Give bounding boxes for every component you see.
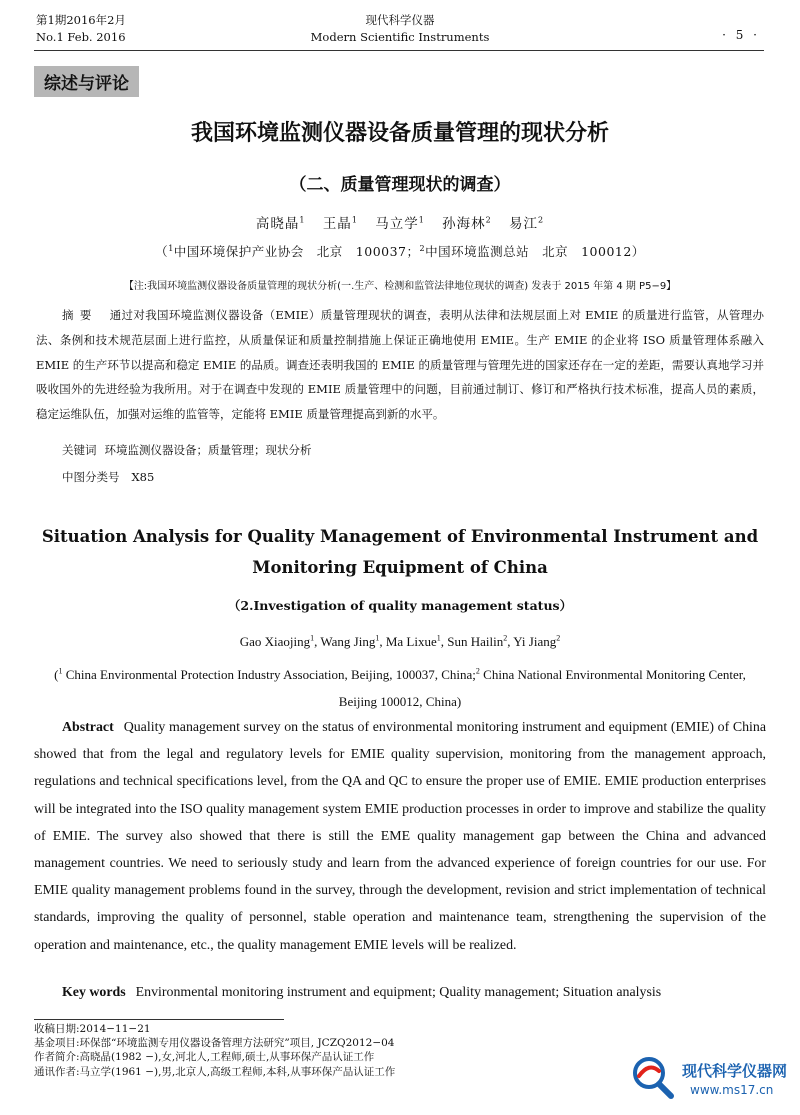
- authors-en: Gao Xiaojing$^1$, Wang Jing$^1$, Ma Lixue$^1$, Sun Hailin$^2$, Yi Jiang$^2$: [239, 633, 561, 649]
- magnifier-logo-icon: [630, 1054, 676, 1100]
- abstract-en-text: Quality management survey on the status of environmental monitoring instrument and equipment (EMIE) of China showed that from the legal and regulatory levels for EMIE quality supervision, monitoring from the management approach, regulations and technical specifications level, from the QA and QC to ensure the proper use of EMIE. EMIE production enterprises will be integrated into the ISO quality management system EMIE production processes in order to improve and stabilize the quality of EMIE. The survey also showed that there is still the EME quality management gap between the China and advanced management countries. We need to seriously study and learn from the advanced experience of foreign countries for our use. For EMIE quality management problems found in the survey, through the development, revision and strict implementation of technical standards, improving the quality of personnel, stable operation and maintenance team, strengthening the supervision of the operation and maintenance, etc., the quality management EMIE levels will be realized.: [34, 720, 766, 953]
- subtitle-cn: （二、质量管理现状的调查）: [289, 175, 511, 195]
- footnote-rule: [34, 1019, 284, 1020]
- title-cn: 我国环境监测仪器设备质量管理的现状分析: [190, 120, 609, 146]
- author-cn: 王晶$^1$: [322, 215, 358, 232]
- authors-cn: [0, 212, 800, 232]
- title-en: Situation Analysis for Quality Management of Environmental Instrument and Monitoring Equipment of China: [41, 527, 759, 577]
- keywords-cn: 关键词 环境监测仪器设备；质量管理；现状分析: [62, 443, 312, 457]
- abstract-en: [34, 714, 766, 959]
- journal-name: [250, 12, 550, 46]
- footnotes: [34, 1022, 395, 1079]
- subtitle-en: （2.Investigation of quality management status）: [227, 598, 573, 613]
- abstract-cn-text: 通过对我国环境监测仪器设备（EMIE）质量管理现状的调查，表明从法律和法规层面上对 EMIE 的质量进行监管，从管理办法、条例和技术规范层面上进行监控，从质量保证和质量控制措施上保证正确地使用 EMIE。生产 EMIE 的企业将 ISO 质量管理体系融入 EMIE 的生产环节以提高和稳定 EMIE 的品质。调查还表明我国的 EMIE 的质量管理与管理先进的国家还存在一定的差距，需要认真地学习并吸收国外的先进经验为我所用。对于在调查中发现的 EMIE 质量管理中的问题，目前通过制订、修订和严格执行技术标准，提高人员的素质，稳定运维队伍，加强对运维的监管等，定能将 EMIE 质量管理提高到新的水平。: [36, 308, 764, 422]
- author-cn: 易江$^2$: [508, 215, 545, 232]
- footnote-corresponding: 通讯作者:马立学(1961 −),男,北京人,高级工程师,本科,从事环保产品认证工作: [34, 1065, 396, 1078]
- abstract-cn-label: 摘要: [62, 308, 98, 322]
- page-number: · 5 ·: [722, 28, 760, 42]
- author-cn: 孙海林$^2$: [442, 215, 492, 232]
- keywords-en-label: Key words: [62, 985, 126, 1000]
- footnote-funding: 基金项目:环保部“环境监测专用仪器设备管理方法研究”项目, JCZQ2012−04: [34, 1037, 395, 1050]
- issue-en: No.1 Feb. 2016: [36, 30, 126, 44]
- abstract-en-label: Abstract: [62, 720, 114, 735]
- footnote-author-bio: 作者简介:高晓晶(1982 −),女,河北人,工程师,硕士,从事环保产品认证工作: [34, 1051, 375, 1064]
- publication-note: 【注:我国环境监测仪器设备质量管理的现状分析(一.生产、检测和监管法律地位现状的调查) 发表于 2015 年第 4 期 P5−9】: [123, 281, 677, 292]
- journal-en: Modern Scientific Instruments: [310, 30, 490, 44]
- issue-info: [36, 12, 126, 46]
- classification-cn: 中图分类号 X85: [62, 470, 155, 484]
- author-cn: 高晓晶$^1$: [255, 215, 306, 232]
- classification-label: 中图分类号: [62, 470, 120, 484]
- watermark-name: 现代科学仪器网: [682, 1062, 788, 1080]
- affiliations-en: ($^1$ China Environmental Protection Industry Association, Beijing, 100037, China;$^2$ China National Environmental Monitoring Center, Beijing 100012, China): [54, 666, 746, 709]
- watermark[interactable]: [624, 1052, 796, 1110]
- keywords-cn-label: 关键词: [62, 443, 97, 457]
- header-rule: [34, 50, 764, 51]
- watermark-url: www.ms17.cn: [690, 1083, 774, 1097]
- author-cn: 马立学$^1$: [375, 215, 425, 232]
- journal-cn: 现代科学仪器: [365, 13, 435, 27]
- footnote-received: 收稿日期:2014−11−21: [34, 1023, 151, 1035]
- affiliations-cn: （$^1$中国环境保护产业协会 北京 100037；$^2$中国环境监测总站 北京 100012）: [155, 243, 645, 259]
- keywords-en: Key words Environmental monitoring instrument and equipment; Quality management; Situation analysis: [62, 985, 662, 1000]
- abstract-cn: [36, 303, 764, 427]
- section-tag: 综述与评论: [34, 66, 139, 97]
- issue-cn: 第1期2016年2月: [36, 13, 126, 27]
